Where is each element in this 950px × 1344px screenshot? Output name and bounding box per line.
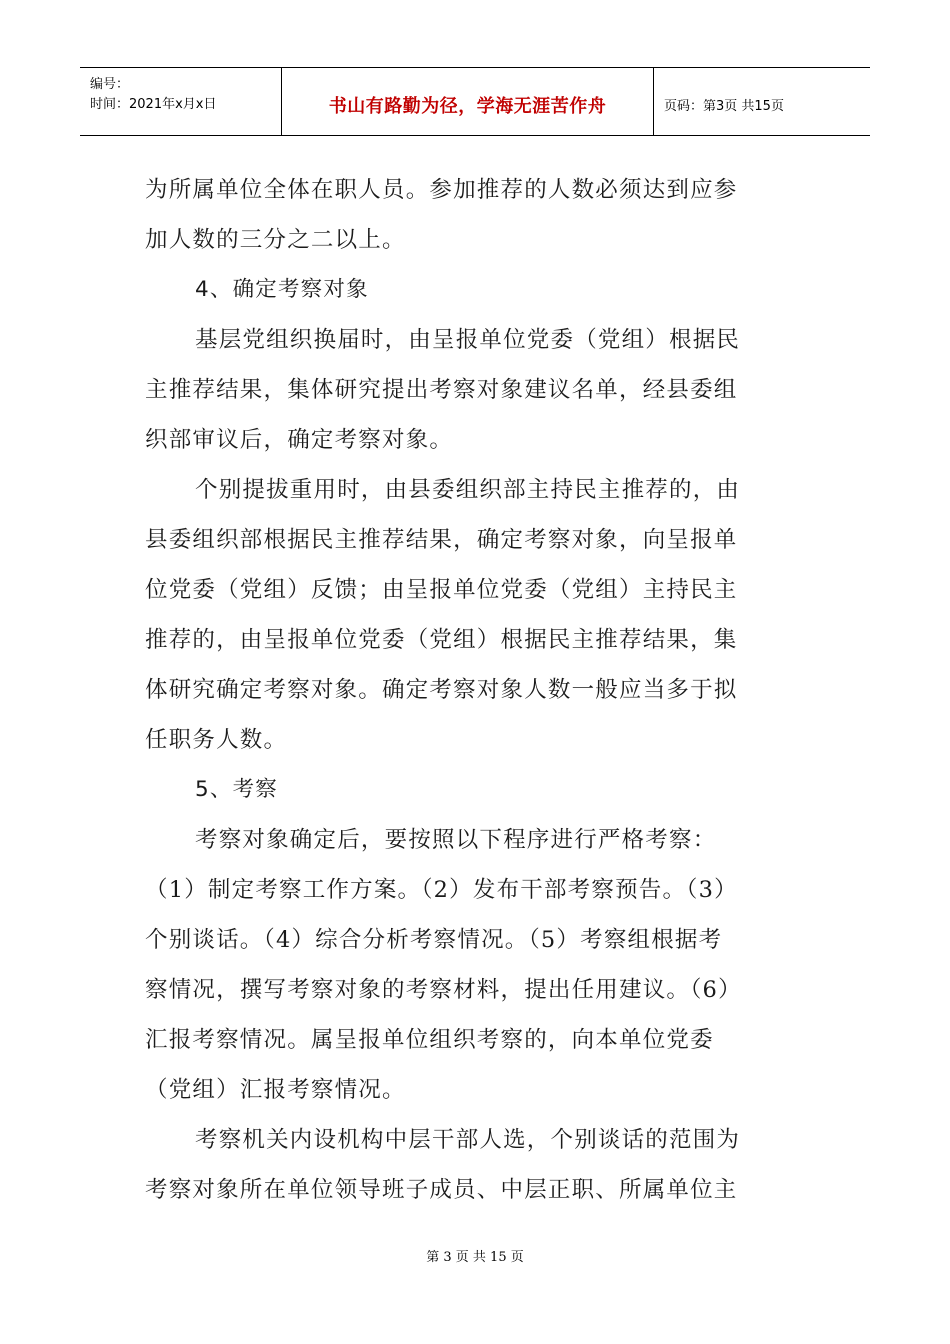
header-motto-cell (282, 68, 654, 135)
paragraph-start-line: 个别提拔重用时，由县委组织部主持民主推荐的，由 (195, 477, 741, 503)
body-line: 体研究确定考察对象。确定考察对象人数一般应当多于拟 (145, 677, 738, 703)
paragraph-start-line: 考察机关内设机构中层干部人选，个别谈话的范围为 (195, 1127, 741, 1153)
body-line: 主推荐结果，集体研究提出考察对象建议名单，经县委组 (145, 377, 738, 403)
header-page-code: 页码：第3页 共15页 (664, 99, 784, 114)
body-line: 县委组织部根据民主推荐结果，确定考察对象，向呈报单 (145, 527, 738, 553)
body-line: 推荐的，由呈报单位党委（党组）根据民主推荐结果，集 (145, 627, 738, 653)
body-line: 加人数的三分之二以上。 (145, 227, 406, 253)
document-body (145, 165, 790, 1215)
header-page-cell (654, 68, 870, 135)
header-info-cell (80, 68, 282, 135)
body-line: 位党委（党组）反馈；由呈报单位党委（党组）主持民主 (145, 577, 738, 603)
body-line: （党组）汇报考察情况。 (145, 1077, 406, 1103)
section-heading: 5、考察 (195, 777, 278, 802)
body-line: 察情况，撰写考察对象的考察材料，提出任用建议。（6） (145, 977, 742, 1003)
body-line: 考察对象所在单位领导班子成员、中层正职、所属单位主 (145, 1177, 738, 1203)
body-line: 任职务人数。 (145, 727, 288, 753)
page-footer: 第 3 页 共 15 页 (426, 1250, 524, 1265)
section-heading: 4、确定考察对象 (195, 277, 369, 302)
body-line: （1）制定考察工作方案。（2）发布干部考察预告。（3） (145, 877, 738, 903)
body-line: 为所属单位全体在职人员。参加推荐的人数必须达到应参 (145, 177, 738, 203)
paragraph-start-line: 考察对象确定后，要按照以下程序进行严格考察： (195, 827, 717, 853)
header-motto: 书山有路勤为径，学海无涯苦作舟 (328, 96, 607, 117)
document-number-label: 编号： (90, 77, 130, 92)
body-line: 织部审议后，确定考察对象。 (145, 427, 454, 453)
body-line: 汇报考察情况。属呈报单位组织考察的，向本单位党委 (145, 1027, 714, 1053)
paragraph-start-line: 基层党组织换届时，由呈报单位党委（党组）根据民 (195, 327, 741, 353)
body-line: 个别谈话。（4）综合分析考察情况。（5）考察组根据考 (145, 927, 723, 953)
document-time-label: 时间：2021年x月x日 (90, 97, 217, 112)
document-header (80, 67, 870, 136)
